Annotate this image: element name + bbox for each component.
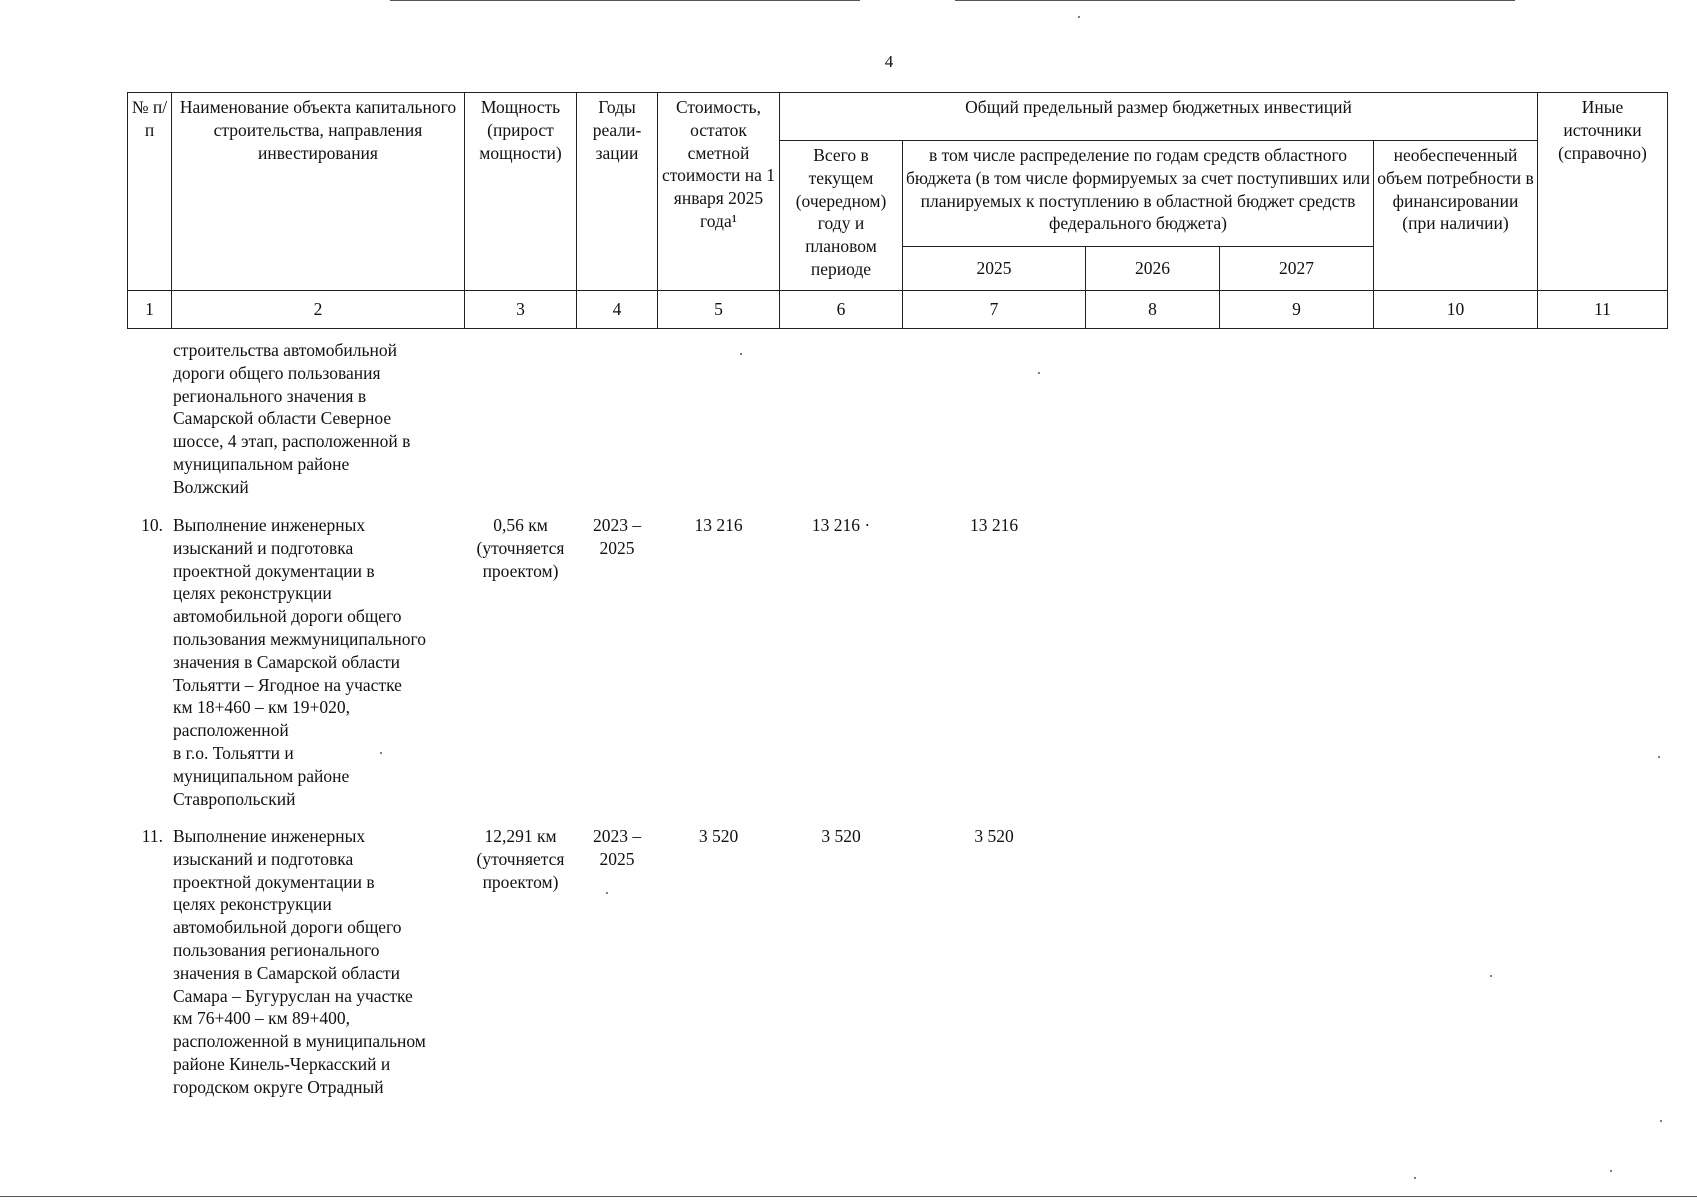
header-name: Наименование объекта капитального строительства, направления инвестирования (172, 93, 465, 291)
column-number: 7 (903, 291, 1086, 329)
column-number: 2 (172, 291, 465, 329)
object-name: Выполнение инженерных изысканий и подготовка проектной документации в целях реконструкции автомобильной дороги общего пользования межмуниципального значения в Самарской области Тольятти – Ягодное на участке км 18+460 – км 19+020, расположенной в г.о. Тольятти и муниципальном районе Ставропольский (173, 515, 426, 809)
object-power: 0,56 км (уточняется проектом) (476, 515, 565, 581)
header-cost: Стоимость, остаток сметной стоимости на 1 января 2025 года¹ (658, 93, 780, 291)
scan-speck (1038, 372, 1040, 374)
header-unfunded: необеспеченный объем потребности в финансировании (при наличии) (1374, 141, 1538, 291)
budget-table (127, 92, 1668, 329)
scan-speck (1078, 16, 1080, 18)
header-year-2025: 2025 (903, 247, 1086, 291)
object-cost: 13 216 (694, 515, 743, 535)
scan-speck (1490, 975, 1492, 977)
header-year-2027: 2027 (1220, 247, 1374, 291)
object-name: Выполнение инженерных изысканий и подготовка проектной документации в целях реконструкции автомобильной дороги общего пользования регионального значения в Самарской области Самара – Бугуруслан на участке км 76+400 – км 89+400, расположенной в муниципальном районе Кинель-Черкасский и городском округе Отрадный (173, 826, 426, 1097)
scan-bottom-line (0, 1196, 1697, 1197)
scan-speck (380, 752, 382, 754)
object-years: 2023 – 2025 (592, 826, 642, 869)
column-number: 6 (780, 291, 903, 329)
header-other: Иные источники (справочно) (1538, 93, 1668, 291)
scan-speck (1414, 1177, 1416, 1179)
scan-speck (606, 892, 608, 894)
header-years: Годы реали- зации (577, 93, 658, 291)
object-years: 2023 – 2025 (592, 515, 642, 558)
scan-top-line (955, 0, 1515, 1)
row-number: 10. (141, 515, 163, 535)
header-distribution: в том числе распределение по годам средств областного бюджета (в том числе формируемых за счет поступивших или планируемых к поступлению в областной бюджет средств федерального бюджета) (903, 141, 1374, 247)
object-2025: 13 216 (969, 515, 1019, 535)
object-power: 12,291 км (уточняется проектом) (476, 826, 565, 892)
column-number: 9 (1220, 291, 1374, 329)
object-2025: 3 520 (974, 826, 1014, 846)
column-number: 1 (128, 291, 172, 329)
column-number: 3 (465, 291, 577, 329)
scan-speck (1658, 756, 1660, 758)
header-year-2026: 2026 (1086, 247, 1220, 291)
object-name: строительства автомобильной дороги общего пользования регионального значения в Самарской области Северное шоссе, 4 этап, расположенной в муниципальном районе Волжский (173, 340, 411, 497)
header-total: Всего в текущем (очередном) году и плановом периоде (780, 141, 903, 291)
column-number: 11 (1538, 291, 1668, 329)
column-number: 10 (1374, 291, 1538, 329)
scan-top-line (390, 0, 860, 1)
column-number: 8 (1086, 291, 1220, 329)
scan-speck (1610, 1170, 1612, 1172)
header-power: Мощность (прирост мощности) (465, 93, 577, 291)
object-cost: 3 520 (698, 826, 739, 846)
header-num: № п/п (128, 93, 172, 291)
scan-speck (740, 353, 742, 355)
column-number: 4 (577, 291, 658, 329)
column-number: 5 (658, 291, 780, 329)
header-budget-group: Общий предельный размер бюджетных инвестиций (780, 93, 1538, 141)
page-number: 4 (884, 52, 894, 71)
row-number: 11. (141, 826, 163, 846)
object-total: 13 216 · (811, 515, 871, 535)
object-total: 3 520 (821, 826, 861, 846)
scan-speck (1660, 1120, 1662, 1122)
